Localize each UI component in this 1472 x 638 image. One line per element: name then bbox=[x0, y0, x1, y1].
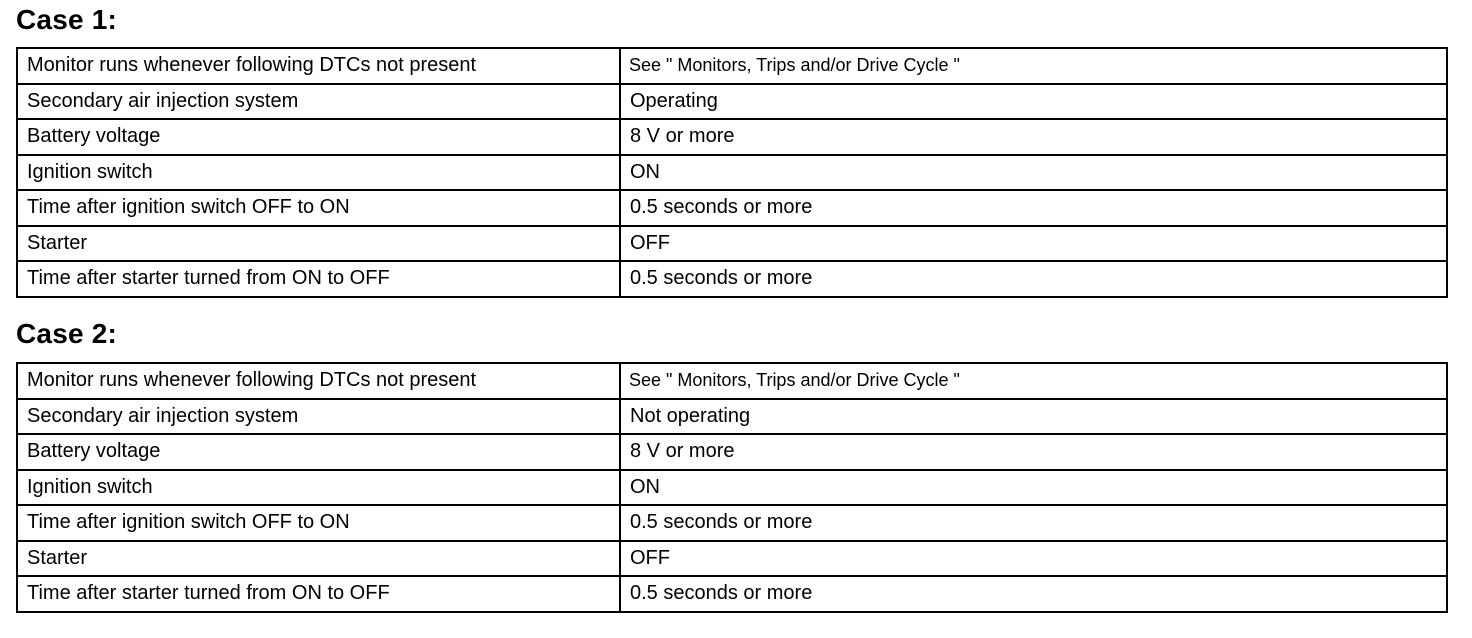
table-row bbox=[17, 505, 1447, 541]
condition-cell: 0.5 seconds or more bbox=[620, 576, 1447, 612]
table-row bbox=[17, 399, 1447, 435]
item-cell: Monitor runs whenever following DTCs not present bbox=[17, 363, 620, 399]
item-cell: Ignition switch bbox=[17, 470, 620, 506]
table-row bbox=[17, 363, 1447, 399]
condition-cell: See " Monitors, Trips and/or Drive Cycle " bbox=[620, 48, 1447, 84]
item-cell: Ignition switch bbox=[17, 155, 620, 191]
table-row bbox=[17, 84, 1447, 120]
item-cell: Time after starter turned from ON to OFF bbox=[17, 576, 620, 612]
item-cell: Time after starter turned from ON to OFF bbox=[17, 261, 620, 297]
condition-cell: Not operating bbox=[620, 399, 1447, 435]
case-2-title: Case 2: bbox=[16, 318, 118, 349]
condition-cell: See " Monitors, Trips and/or Drive Cycle " bbox=[620, 363, 1447, 399]
case-1-title: Case 1: bbox=[16, 4, 118, 35]
table-row bbox=[17, 576, 1447, 612]
condition-cell: 0.5 seconds or more bbox=[620, 505, 1447, 541]
condition-cell: OFF bbox=[620, 541, 1447, 577]
item-cell: Secondary air injection system bbox=[17, 399, 620, 435]
item-cell: Starter bbox=[17, 541, 620, 577]
case-1-conditions-table bbox=[16, 47, 1448, 298]
table-row bbox=[17, 261, 1447, 297]
item-cell: Battery voltage bbox=[17, 434, 620, 470]
item-cell: Time after ignition switch OFF to ON bbox=[17, 190, 620, 226]
item-cell: Battery voltage bbox=[17, 119, 620, 155]
condition-cell: 0.5 seconds or more bbox=[620, 261, 1447, 297]
item-cell: Starter bbox=[17, 226, 620, 262]
case-2-conditions-table bbox=[16, 362, 1448, 613]
table-row bbox=[17, 541, 1447, 577]
condition-cell: 8 V or more bbox=[620, 434, 1447, 470]
item-cell: Time after ignition switch OFF to ON bbox=[17, 505, 620, 541]
table-row bbox=[17, 470, 1447, 506]
table-row bbox=[17, 190, 1447, 226]
condition-cell: OFF bbox=[620, 226, 1447, 262]
table-row bbox=[17, 434, 1447, 470]
table-row bbox=[17, 119, 1447, 155]
table-row bbox=[17, 226, 1447, 262]
condition-cell: ON bbox=[620, 470, 1447, 506]
condition-cell: 8 V or more bbox=[620, 119, 1447, 155]
table-row bbox=[17, 48, 1447, 84]
item-cell: Monitor runs whenever following DTCs not present bbox=[17, 48, 620, 84]
condition-cell: ON bbox=[620, 155, 1447, 191]
table-row bbox=[17, 155, 1447, 191]
condition-cell: 0.5 seconds or more bbox=[620, 190, 1447, 226]
condition-cell: Operating bbox=[620, 84, 1447, 120]
item-cell: Secondary air injection system bbox=[17, 84, 620, 120]
